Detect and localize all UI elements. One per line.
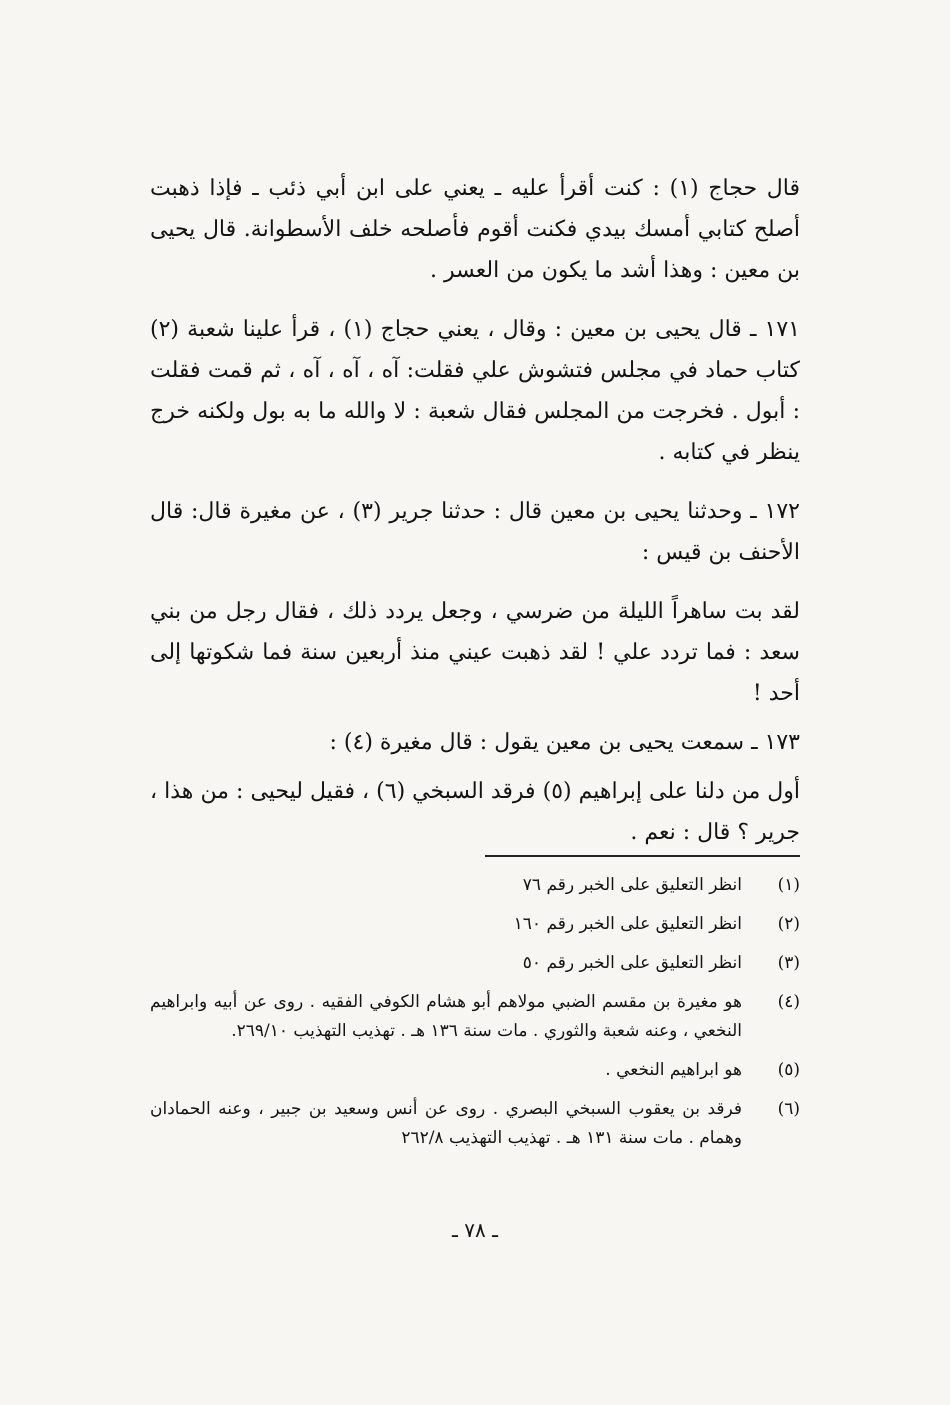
paragraph-hajjaj: قال حجاج (١) : كنت أقرأ عليه ـ يعني على ابن أبي ذئب ـ فإذا ذهبت أصلح كتابي أمسك بيدي فكنت أقوم فأصلحه خلف الأسطوانة. قال يحيى بن معين : وهذا أشد ما يكون من العسر . <box>150 176 800 283</box>
paragraph-172: ١٧٢ ـ وحدثنا يحيى بن معين قال : حدثنا جرير (٣) ، عن مغيرة قال: قال الأحنف بن قيس : <box>150 499 800 565</box>
footnote-5 <box>150 1056 800 1085</box>
footnote-number: (٤) <box>777 992 800 1012</box>
paragraph-awwal: أول من دلنا على إبراهيم (٥) فرقد السبخي (٦) ، فقيل ليحيى : من هذا ، جرير ؟ قال : نعم . <box>150 779 801 845</box>
footnote-number: (٦) <box>777 1099 800 1119</box>
page-number: ـ ٧٨ ـ <box>452 1218 498 1242</box>
footnote-text: انظر التعليق على الخبر رقم ٥٠ <box>522 953 742 973</box>
paragraph-173: ١٧٣ ـ سمعت يحيى بن معين يقول : قال مغيرة (٤) : <box>329 730 800 755</box>
footnote-text: انظر التعليق على الخبر رقم ٧٦ <box>522 875 742 895</box>
footnote-1 <box>150 871 800 900</box>
footnotes <box>150 855 800 1163</box>
footnote-number: (١) <box>777 875 800 895</box>
footnote-number: (٢) <box>777 914 800 934</box>
footnote-text: انظر التعليق على الخبر رقم ١٦٠ <box>513 914 742 934</box>
paragraph-171: ١٧١ ـ قال يحيى بن معين : وقال ، يعني حجاج (١) ، قرأ علينا شعبة (٢) كتاب حماد في مجلس فتشوش علي فقلت: آه ، آه ، آه ، ثم قمت فقلت : أبول . فخرجت من المجلس فقال شعبة : لا والله ما به بول ولكنه خرج ينظر في كتابه . <box>150 317 800 465</box>
main-text <box>150 168 800 853</box>
footnote-4 <box>150 988 800 1046</box>
footnote-text: فرقد بن يعقوب السبخي البصري . روى عن أنس وسعيد بن جبير ، وعنه الحمادان وهمام . مات سنة ١٣١ هـ . تهذيب التهذيب ٢٦٢/٨ <box>150 1099 742 1148</box>
footnote-number: (٥) <box>777 1060 800 1080</box>
footnote-6 <box>150 1095 800 1153</box>
footnote-3 <box>150 949 800 978</box>
footnote-text: هو ابراهيم النخعي . <box>605 1060 742 1080</box>
footnote-text: هو مغيرة بن مقسم الضبي مولاهم أبو هشام الكوفي الفقيه . روى عن أبيه وابراهيم النخعي ، وعنه شعبة والثوري . مات سنة ١٣٦ هـ . تهذيب التهذيب ٢٦٩/١٠. <box>150 992 742 1041</box>
paragraph-ahnaf-quote: لقد بت ساهراً الليلة من ضرسي ، وجعل يردد ذلك ، فقال رجل من بني سعد : فما تردد علي ! لقد ذهبت عيني منذ أربعين سنة فما شكوتها إلى أحد ! <box>150 599 800 706</box>
footnote-2 <box>150 910 800 939</box>
footnote-rule <box>485 855 800 857</box>
footnote-number: (٣) <box>777 953 800 973</box>
